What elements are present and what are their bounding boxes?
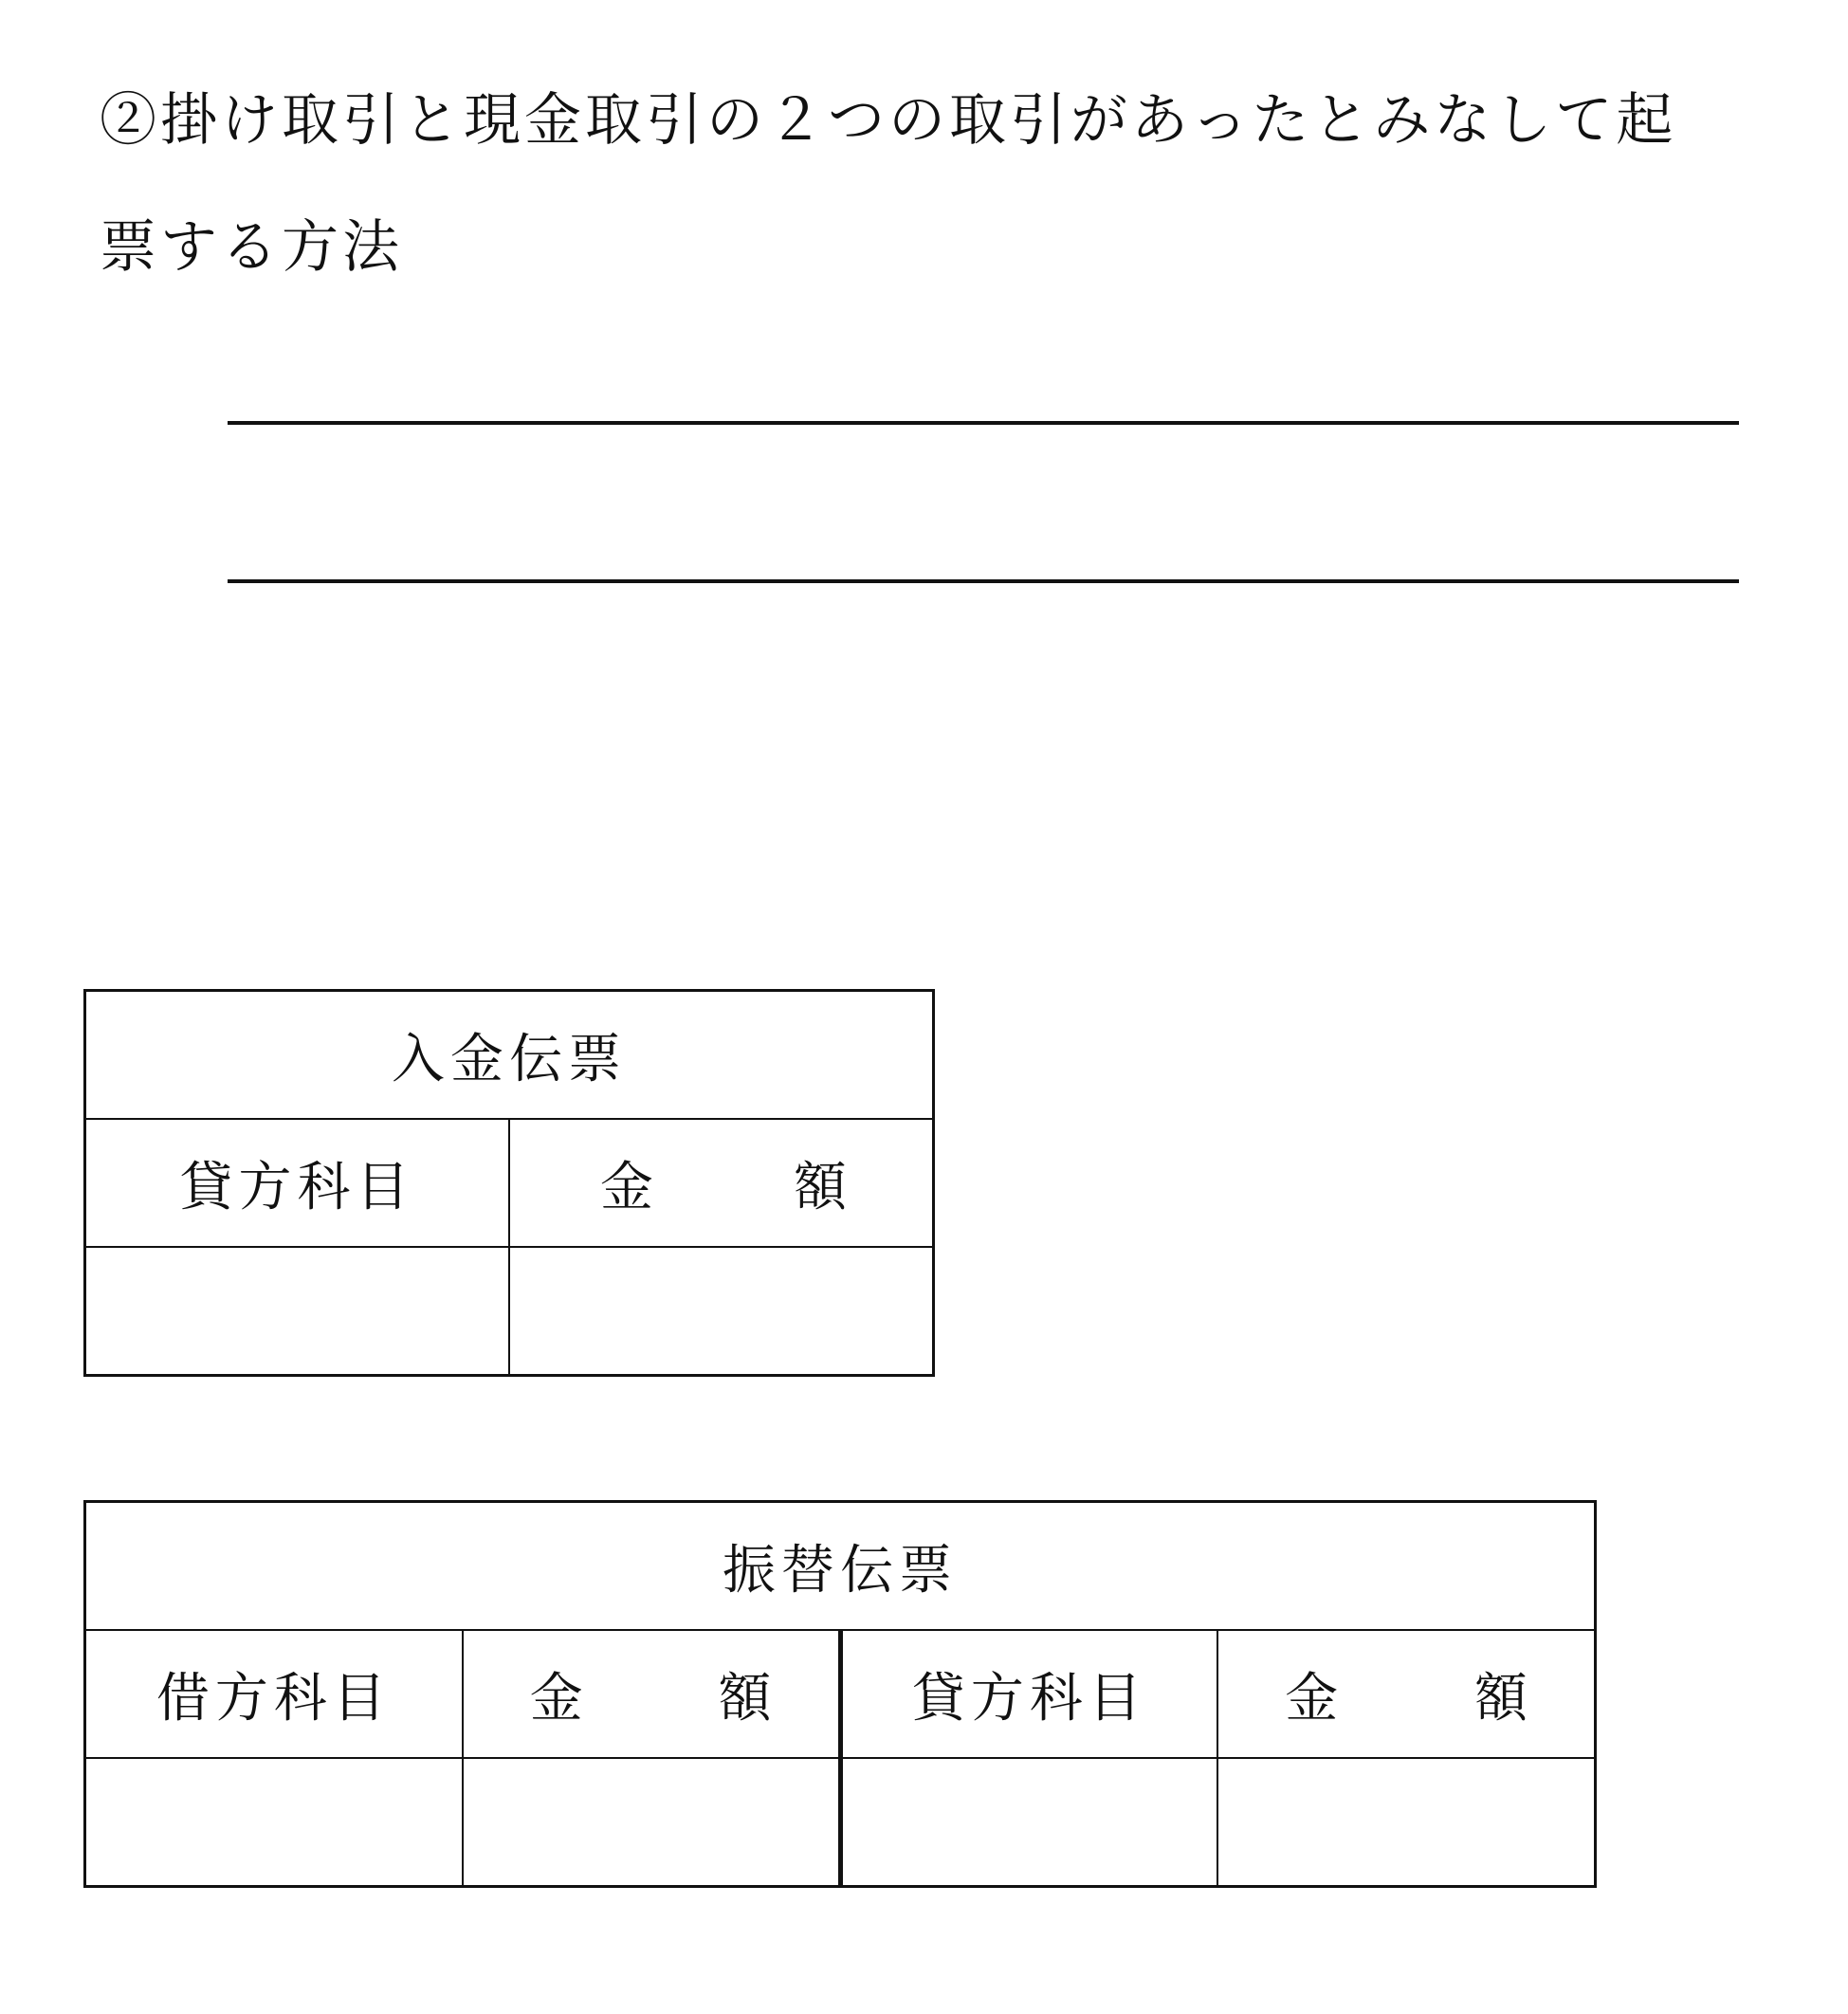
nyukin-denpyo — [83, 989, 935, 1377]
furikae-title: 振替伝票 — [85, 1502, 1596, 1631]
furikae-denpyo — [83, 1500, 1597, 1888]
nyukin-amount-cell[interactable] — [509, 1247, 934, 1376]
furikae-debit-amount-char-1: 金 — [529, 1667, 583, 1730]
furikae-credit-amount-char-1: 金 — [1285, 1667, 1339, 1730]
nyukin-credit-account-header: 貸方科目 — [85, 1119, 510, 1247]
nyukin-amount-char-1: 金 — [600, 1156, 653, 1218]
nyukin-amount-char-2: 額 — [794, 1156, 847, 1218]
furikae-debit-amount-char-2: 額 — [718, 1667, 772, 1730]
nyukin-amount-header — [509, 1119, 934, 1247]
furikae-debit-account-cell[interactable] — [85, 1758, 463, 1887]
furikae-debit-amount-cell[interactable] — [463, 1758, 840, 1887]
furikae-credit-amount-cell[interactable] — [1217, 1758, 1595, 1887]
nyukin-credit-account-cell[interactable] — [85, 1247, 510, 1376]
furikae-credit-amount-header — [1217, 1630, 1595, 1758]
furikae-debit-account-header: 借方科目 — [85, 1630, 463, 1758]
furikae-credit-account-header: 貸方科目 — [840, 1630, 1217, 1758]
question-heading — [100, 57, 1749, 311]
heading-line-1: ②掛け取引と現金取引の２つの取引があったとみなして起 — [100, 87, 1677, 154]
answer-line-1[interactable] — [228, 421, 1739, 425]
furikae-credit-account-cell[interactable] — [840, 1758, 1217, 1887]
furikae-credit-amount-char-2: 額 — [1474, 1667, 1528, 1730]
answer-line-2[interactable] — [228, 579, 1739, 583]
furikae-debit-amount-header — [463, 1630, 840, 1758]
heading-line-2: 票する方法 — [100, 214, 403, 281]
nyukin-title: 入金伝票 — [85, 991, 934, 1120]
